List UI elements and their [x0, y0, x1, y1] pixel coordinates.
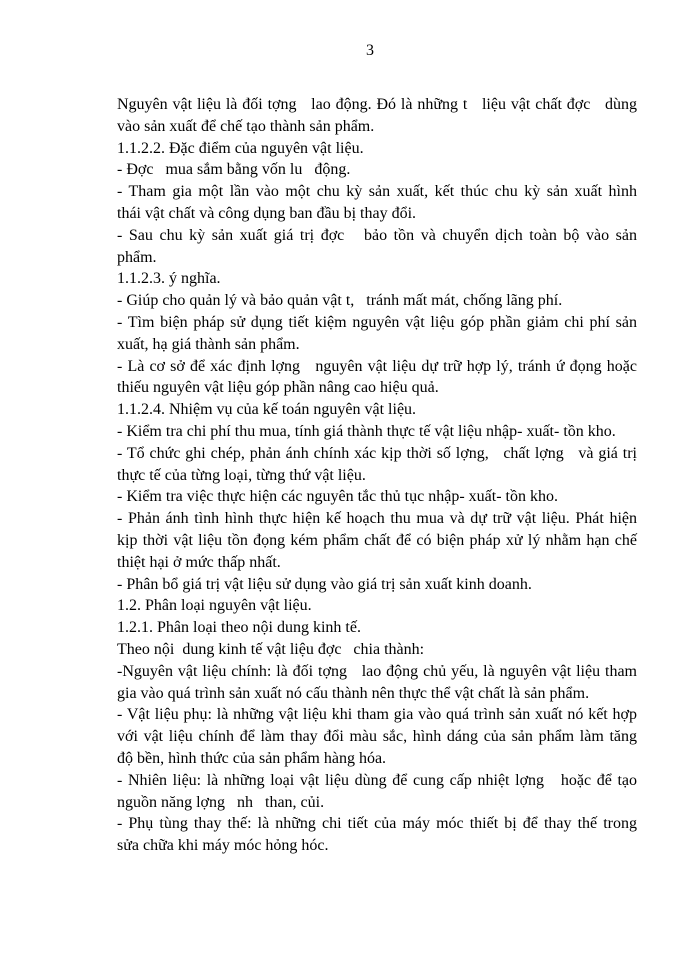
text-line: - Là cơ sở để xác định lợng nguyên vật liệu dự trữ hợp lý, tránh ứ đọng hoặc: [117, 357, 637, 375]
text-line: - Phụ tùng thay thế: là những chi tiết của máy móc thiết bị để thay thế trong: [117, 815, 637, 833]
text-line: gia vào quá trình sản xuất nó cấu thành nên thực thể vật chất là sản phẩm.: [117, 684, 590, 702]
text-line: -Nguyên vật liệu chính: là đối tợng lao động chủ yếu, là nguyên vật liệu tham: [117, 662, 637, 680]
text-line: kịp thời vật liệu tồn đọng kém phẩm chất để có biện pháp xử lý nhằm hạn chế: [117, 531, 637, 549]
text-line: xuất, hạ giá thành sản phẩm.: [117, 335, 300, 353]
text-line: - Tổ chức ghi chép, phản ánh chính xác kịp thời số lợng, chất lợng và giá trị: [117, 444, 637, 462]
text-line: thiệt hại ở mức thấp nhất.: [117, 553, 281, 571]
text-line: Theo nội dung kinh tế vật liệu đợc chia thành:: [117, 640, 425, 658]
text-line: 1.2.1. Phân loại theo nội dung kinh tế.: [117, 619, 361, 637]
text-line: độ bền, hình thức của sản phẩm hàng hóa.: [117, 749, 387, 767]
text-line: phẩm.: [117, 248, 157, 266]
text-line: nguồn năng lợng nh than, củi.: [117, 793, 325, 811]
page-number: 3: [366, 42, 374, 59]
text-line: - Phân bổ giá trị vật liệu sử dụng vào giá trị sản xuất kinh doanh.: [117, 575, 532, 593]
text-line: - Sau chu kỳ sản xuất giá trị đợc bảo tồn và chuyển dịch toàn bộ vào sản: [117, 226, 637, 244]
text-line: thực tế của từng loại, từng thứ vật liệu.: [117, 466, 366, 484]
text-line: 1.1.2.3. ý nghĩa.: [117, 270, 221, 288]
text-line: 1.2. Phân loại nguyên vật liệu.: [117, 597, 312, 615]
text-line: - Đợc mua sắm bằng vốn lu động.: [117, 161, 351, 179]
text-line: - Kiểm tra việc thực hiện các nguyên tắc thủ tục nhập- xuất- tồn kho.: [117, 488, 558, 506]
text-line: vào sản xuất để chế tạo thành sản phẩm.: [117, 117, 375, 135]
text-line: - Giúp cho quản lý và bảo quản vật t, tránh mất mát, chống lãng phí.: [117, 292, 563, 310]
text-line: - Nhiên liệu: là những loại vật liệu dùng để cung cấp nhiệt lợng hoặc để tạo: [117, 771, 637, 789]
text-line: - Kiểm tra chi phí thu mua, tính giá thành thực tế vật liệu nhập- xuất- tồn kho.: [117, 422, 616, 440]
text-line: thái vật chất và công dụng ban đầu bị thay đổi.: [117, 204, 417, 222]
text-line: - Phản ánh tình hình thực hiện kế hoạch thu mua và dự trữ vật liệu. Phát hiện: [117, 510, 637, 528]
text-line: - Tham gia một lần vào một chu kỳ sản xuất, kết thúc chu kỳ sản xuất hình: [117, 183, 637, 201]
text-line: Nguyên vật liệu là đối tợng lao động. Đó là những t liệu vật chất đợc dùng: [117, 96, 637, 113]
text-line: - Vật liệu phụ: là những vật liệu khi tham gia vào quá trình sản xuất nó kết hợp: [117, 706, 637, 724]
text-line: 1.1.2.2. Đặc điểm của nguyên vật liệu.: [117, 139, 364, 157]
text-line: - Tìm biện pháp sử dụng tiết kiệm nguyên vật liệu góp phần giảm chi phí sản: [117, 313, 637, 331]
text-line: sửa chữa khi máy móc hỏng hóc.: [117, 837, 329, 855]
text-line: với vật liệu chính để làm thay đổi màu sắc, hình dáng của sản phẩm làm tăng: [117, 728, 637, 746]
text-line: 1.1.2.4. Nhiệm vụ của kế toán nguyên vật liệu.: [117, 401, 417, 419]
document-body: [117, 94, 637, 857]
text-line: thiếu nguyên vật liệu góp phần nâng cao hiệu quả.: [117, 379, 439, 397]
